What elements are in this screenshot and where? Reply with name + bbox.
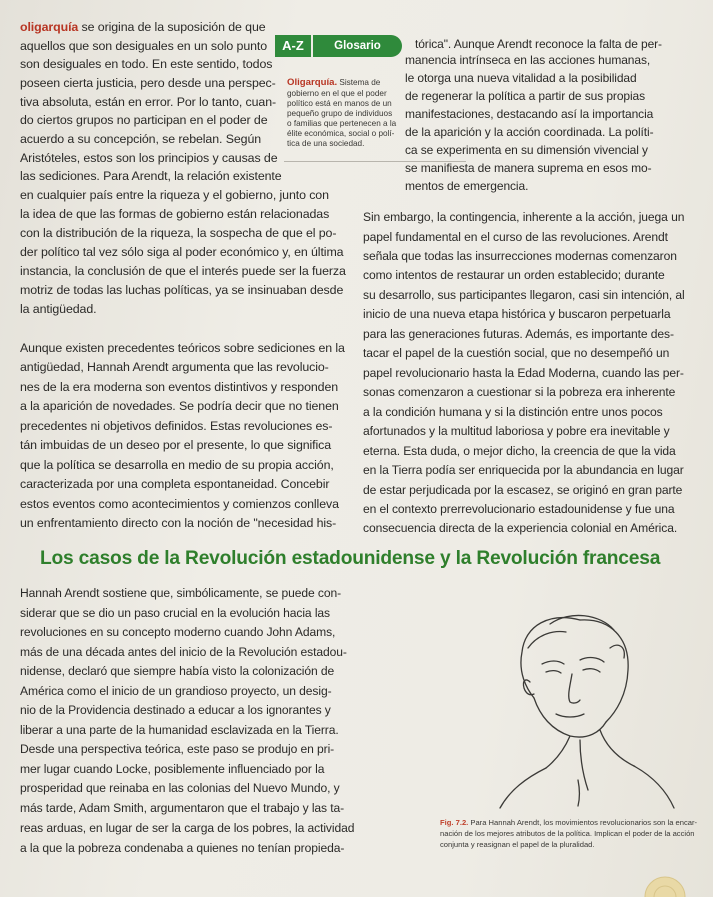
text-line: nes de la era moderna son eventos distintivos y responden (20, 380, 339, 394)
figure-label: Fig. 7.2. (440, 818, 469, 827)
text-line: de la aparición y la acción coordinada. La políti- (405, 125, 654, 139)
text-line: tán imbuidas de un deseo por el presente, lo que significa (20, 438, 332, 452)
text-line: le otorga una nueva vitalidad a la posibilidad (405, 71, 637, 85)
text-line: manifestaciones, destacando así la importancia (405, 107, 654, 121)
text-line: se manifiesta de manera suprema en esos mo- (405, 161, 652, 175)
text-line: como intentos de restaurar un orden establecido; durante (363, 268, 665, 282)
text-line: antigüedad, Hannah Arendt argumenta que las revolucio- (20, 360, 329, 374)
text-line: reas arduas, en lugar de ser la carga de los pobres, la actividad (20, 821, 355, 835)
az-icon: A-Z (275, 35, 311, 57)
text-line: Sin embargo, la contingencia, inherente a la acción, juega un (363, 210, 685, 224)
text-line: su desarrollo, sus participantes llegaron, casi sin intención, al (363, 288, 685, 302)
text-line: son desiguales en todo. En este sentido, todos (20, 57, 273, 71)
caption-line: nación de los mejores atributos de la política. Implican el poder de la acción (440, 829, 695, 838)
glossary-term: Oligarquía. (287, 77, 338, 88)
text-line: precedentes ni objetivos definidos. Estas revoluciones es- (20, 419, 333, 433)
text-line: que la política se desarrolla en medio de su propia acción, (20, 458, 334, 472)
glossary-line: Oligarquía. Sistema de (287, 77, 381, 88)
text-line: siderar que se dio un paso crucial en la evolución hacia las (20, 606, 330, 620)
text-line: a la aparición de novedades. Se podría decir que no tienen (20, 399, 339, 413)
text-line: inicio de una nueva etapa histórica y buscaron perpetuarla (363, 307, 671, 321)
text-line: en el contexto prerrevolucionario estadounidense y fue una (363, 502, 675, 516)
text-line: de estar perjudicada por la escasez, se originó en gran parte (363, 483, 683, 497)
text-line: para las generaciones futuras. Además, es importante des- (363, 327, 674, 341)
text-line: aquellos que son desiguales en un solo punto (20, 39, 268, 53)
section-heading: Los casos de la Revolución estadounidense y la Revolución francesa (40, 548, 661, 569)
text-line: Desde una perspectiva teórica, este paso se produjo en pri- (20, 742, 335, 756)
text-line: Aunque existen precedentes teóricos sobre sediciones en la (20, 341, 345, 355)
text-line: nidense, declaró que siempre había visto la colonización de (20, 664, 335, 678)
text-line: más de una década antes del inicio de la Revolución estadou- (20, 645, 347, 659)
glossary-line: o familias que pertenecen a la (287, 119, 397, 128)
text-line: instancia, la conclusión de que el interés puede ser la fuerza (20, 264, 346, 278)
caption-line: Fig. 7.2. Para Hannah Arendt, los movimientos revolucionarios son la encar- (440, 818, 698, 827)
text-line: do ciertos grupos no participan en el poder de (20, 113, 268, 127)
text-line: a la condición humana y si la distinción entre unos pocos (363, 405, 663, 419)
term-oligarquia: oligarquía (20, 20, 79, 34)
glossary-line: pequeño grupo de individuos (287, 109, 393, 118)
text-line: las sediciones. Para Arendt, la relación existente (20, 169, 282, 183)
glossary-line: gobierno en el que el poder (287, 89, 387, 98)
text-line: motriz de todas las luchas políticas, ya se insinuaban desde (20, 283, 344, 297)
text-line: afortunados y la multitud laboriosa y pobre era inevitable y (363, 424, 670, 438)
text-line: oligarquía se origina de la suposición de que (20, 20, 266, 34)
text-line: tórica". Aunque Arendt reconoce la falta de per- (415, 37, 662, 51)
text-line: mer lugar cuando Locke, posiblemente influenciado por la (20, 762, 325, 776)
text-line: nio de la Providencia destinado a educar a los ignorantes y (20, 703, 331, 717)
text-line: a la que la pobreza condenaba a quienes no tenían propieda- (20, 841, 345, 855)
text-line: señala que todas las insurrecciones modernas comenzaron (363, 249, 677, 263)
text-line: manencia intrínseca en las acciones humanas, (405, 53, 651, 67)
text-line: Hannah Arendt sostiene que, simbólicamente, se puede con- (20, 586, 342, 600)
text-line: en la Tierra podía ser enriquecida por la abundancia en lugar (363, 463, 684, 477)
text-line: en cualquier país entre la riqueza y el gobierno, junto con (20, 188, 329, 202)
text-line: acuerdo a su concepción, se rebelan. Según (20, 132, 262, 146)
text-line: eterna. Esta duda, o mejor dicho, la creencia de que la vida (363, 444, 676, 458)
text-line: revoluciones en su concepto moderno cuando John Adams, (20, 625, 336, 639)
text-line: un enfrentamiento directo con la noción de "necesidad his- (20, 516, 337, 530)
glossary-line: tica de una sociedad. (287, 139, 365, 148)
glossary-badge (275, 35, 402, 57)
text-line: tiva absoluta, están en error. Por lo tanto, cuan- (20, 95, 277, 109)
text-line: prosperidad que reinaba en las colonias del Nuevo Mundo, y (20, 781, 340, 795)
text-line: más tarde, Adam Smith, argumentaron que el trabajo y las ta- (20, 801, 345, 815)
text-line: der político tal vez sólo siga al poder económico y, en última (20, 245, 344, 259)
text-line: ca se experimenta en su dimensión vivencial y (405, 143, 648, 157)
text-line: Aristóteles, estos son los principios y causas de (20, 151, 278, 165)
caption-line: conjunta y reasignan el papel de la pluralidad. (440, 840, 595, 849)
text-line: con la distribución de la riqueza, la sospecha de que el po- (20, 226, 337, 240)
text-line: papel revolucionario hasta la Edad Moderna, cuando las per- (363, 366, 684, 380)
text-line: tacar el papel de la cuestión social, que no desempeñó un (363, 346, 670, 360)
text-line: estos eventos como acontecimientos y comienzos conlleva (20, 497, 339, 511)
decorative-rosette-icon (640, 872, 690, 897)
text-line: la antigüedad. (20, 302, 97, 316)
text-line: consecuencia directa de la experiencia colonial en América. (363, 521, 678, 535)
text-line: poseen cierta justicia, pero desde una perspec- (20, 76, 276, 90)
text-line: papel fundamental en el curso de las revoluciones. Arendt (363, 230, 668, 244)
text-line: de regenerar la política a partir de sus propias (405, 89, 646, 103)
text-line: América como el inicio de un grandioso proyecto, un desig- (20, 684, 332, 698)
text-line: sonas comenzaron a cuestionar si la pobreza era inherente (363, 385, 676, 399)
text-line: liberar a una parte de la humanidad esclavizada en la Tierra. (20, 723, 339, 737)
text-line: la idea de que las formas de gobierno están relacionadas (20, 207, 330, 221)
text-line: caracterizada por una completa espontaneidad. Concebir (20, 477, 330, 491)
glossary-line: élite económica, social o polí- (287, 129, 395, 138)
portrait-illustration (430, 590, 690, 815)
glossary-title: Glosario (313, 35, 402, 57)
text-line: mentos de emergencia. (405, 179, 529, 193)
glossary-line: político está en manos de un (287, 99, 392, 108)
